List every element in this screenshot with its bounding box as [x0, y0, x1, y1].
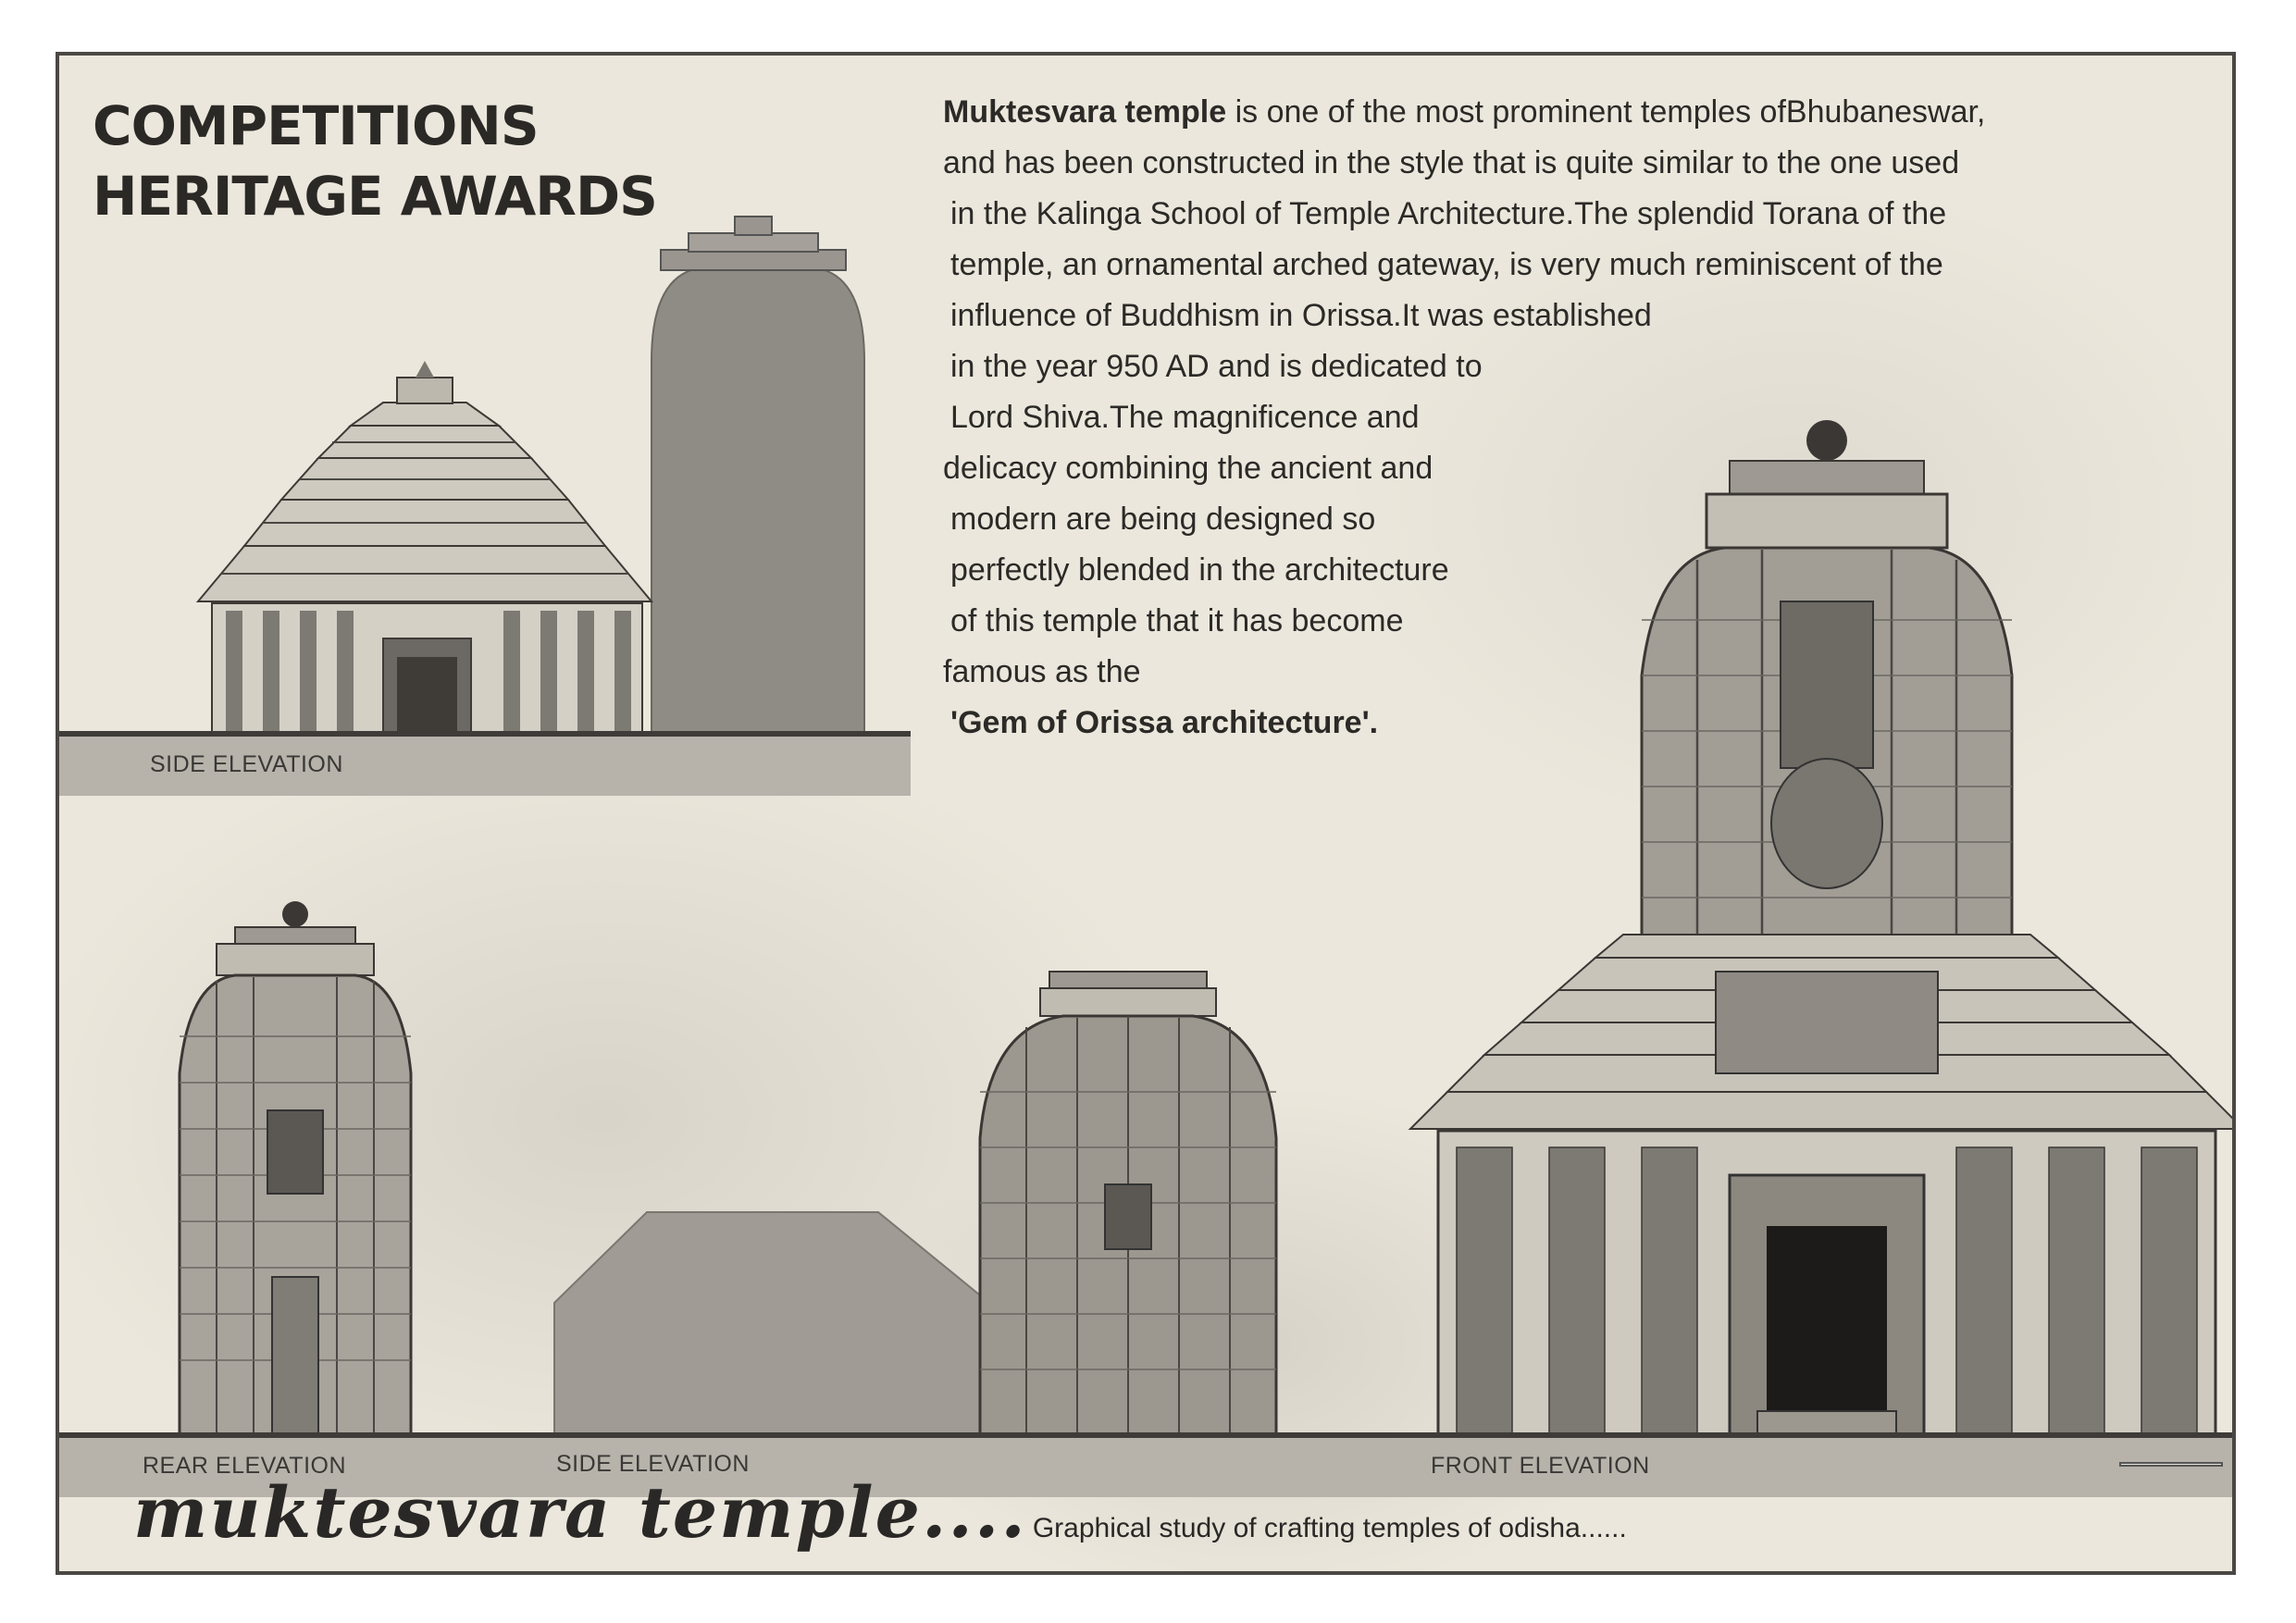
side-elevation-top-drawing	[133, 176, 948, 737]
rear-elevation-label: REAR ELEVATION	[143, 1453, 347, 1479]
title-line-competitions: COMPETITIONS	[93, 94, 539, 157]
desc-line-1-text: is one of the most prominent temples ofBhubaneswar,	[1226, 94, 1986, 130]
desc-line-12: famous as the	[943, 654, 1141, 689]
desc-line-9: modern are being designed so	[950, 502, 1376, 537]
desc-line-2: and has been constructed in the style that is quite similar to the one used	[943, 145, 1960, 180]
side-elevation-bottom-label: SIDE ELEVATION	[556, 1451, 750, 1477]
desc-line-5: influence of Buddhism in Orissa.It was established	[950, 298, 1652, 333]
desc-line-6: in the year 950 AD and is dedicated to	[950, 349, 1483, 384]
footer-title-block	[133, 1471, 1627, 1554]
scale-bar	[2119, 1462, 2223, 1467]
rear-elevation-drawing	[133, 888, 457, 1434]
front-elevation-drawing	[1392, 361, 2236, 1434]
desc-line-11: of this temple that it has become	[950, 603, 1404, 638]
title-line-heritage-awards: HERITAGE AWARDS	[93, 165, 657, 228]
presentation-sheet	[56, 52, 2236, 1575]
desc-line-3: in the Kalinga School of Temple Architecture.The splendid Torana of the	[950, 196, 1947, 231]
desc-gem-phrase: 'Gem of Orissa architecture'.	[950, 705, 1379, 740]
side-elevation-top-label: SIDE ELEVATION	[150, 751, 343, 777]
desc-line-4: temple, an ornamental arched gateway, is very much reminiscent of the	[950, 247, 1943, 282]
desc-temple-name: Muktesvara temple	[943, 94, 1227, 130]
side-elevation-bottom-drawing	[545, 907, 1313, 1434]
footer-subtitle: Graphical study of crafting temples of odisha......	[1032, 1513, 1627, 1543]
front-elevation-label: FRONT ELEVATION	[1431, 1453, 1650, 1479]
desc-line-7: Lord Shiva.The magnificence and	[950, 400, 1420, 435]
desc-line-8: delicacy combining the ancient and	[943, 451, 1433, 486]
desc-line-10: perfectly blended in the architecture	[950, 552, 1449, 588]
footer-script-title: muktesvara temple....	[133, 1471, 1027, 1554]
desc-line-1	[943, 87, 2146, 138]
